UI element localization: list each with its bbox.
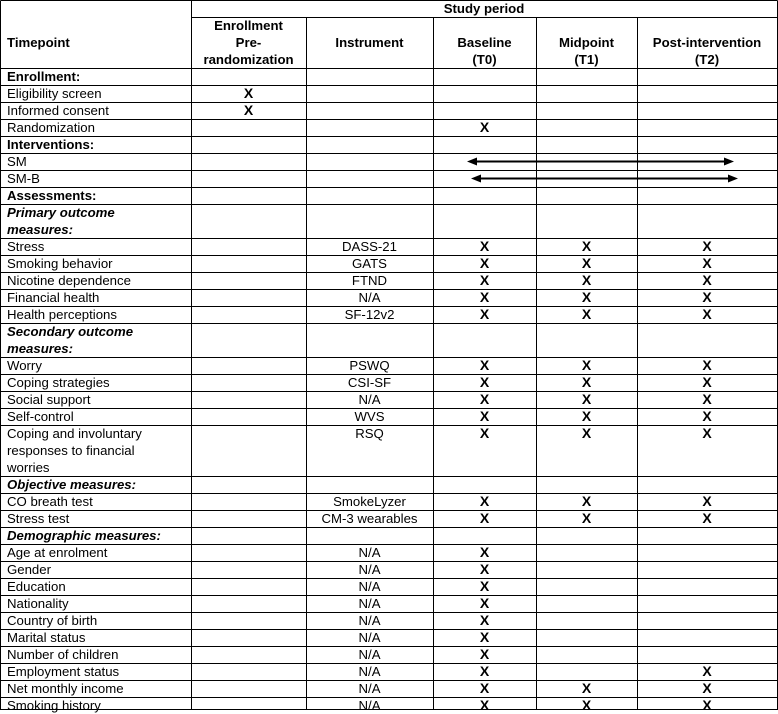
- row-label: CO breath test: [7, 494, 93, 509]
- row-label: Stress: [7, 239, 45, 254]
- row-label: Worry: [7, 358, 42, 373]
- post-intervention-cell: X: [702, 510, 712, 526]
- midpoint-cell: X: [581, 391, 592, 407]
- baseline-cell: X: [479, 357, 490, 373]
- baseline-cell: X: [479, 561, 490, 577]
- midpoint-cell: X: [581, 289, 592, 305]
- instrument-cell: GATS: [352, 256, 387, 271]
- row-label: Age at enrolment: [7, 545, 108, 560]
- post-intervention-cell: X: [702, 425, 712, 441]
- baseline-cell: X: [479, 646, 490, 662]
- row-label: Net monthly income: [7, 681, 124, 696]
- row-label: Primary outcome measures:: [7, 205, 115, 237]
- row-label: Financial health: [7, 290, 100, 305]
- row-label: Health perceptions: [7, 307, 117, 322]
- midpoint-cell: X: [581, 272, 592, 288]
- baseline-cell: X: [479, 391, 490, 407]
- intervention-arrow: [467, 158, 734, 166]
- baseline-cell: X: [479, 289, 490, 305]
- pre-randomization-cell: X: [243, 85, 254, 101]
- post-intervention-cell: X: [702, 663, 712, 679]
- midpoint-cell: X: [581, 408, 592, 424]
- post-intervention-cell: X: [702, 255, 712, 271]
- instrument-cell: N/A: [358, 392, 381, 407]
- baseline-header: Baseline (T0): [457, 35, 512, 67]
- instrument-cell: N/A: [358, 698, 381, 713]
- row-label: Nationality: [7, 596, 69, 611]
- row-label: SM-B: [7, 171, 40, 186]
- midpoint-cell: X: [581, 255, 592, 271]
- baseline-cell: X: [479, 374, 490, 390]
- timepoint-header: Timepoint: [7, 35, 70, 50]
- row-label: Number of children: [7, 647, 119, 662]
- midpoint-cell: X: [581, 306, 592, 322]
- row-label: Secondary outcome measures:: [7, 324, 134, 356]
- row-label: SM: [7, 154, 27, 169]
- row-label: Self-control: [7, 409, 74, 424]
- row-label: Employment status: [7, 664, 120, 679]
- instrument-cell: N/A: [358, 596, 381, 611]
- midpoint-cell: X: [581, 357, 592, 373]
- row-label: Education: [7, 579, 66, 594]
- enrollment-group-header: Enrollment: [214, 18, 283, 33]
- instrument-cell: SmokeLyzer: [333, 494, 406, 509]
- baseline-cell: X: [479, 408, 490, 424]
- baseline-cell: X: [479, 238, 490, 254]
- post-intervention-cell: X: [702, 391, 712, 407]
- pre-randomization-cell: X: [243, 102, 254, 118]
- post-intervention-cell: X: [702, 408, 712, 424]
- instrument-cell: N/A: [358, 290, 381, 305]
- post-intervention-cell: X: [702, 697, 712, 713]
- post-intervention-cell: X: [702, 306, 712, 322]
- midpoint-cell: X: [581, 493, 592, 509]
- baseline-cell: X: [479, 493, 490, 509]
- row-label: Assessments:: [7, 188, 97, 203]
- instrument-header: Instrument: [335, 35, 404, 50]
- instrument-cell: CM-3 wearables: [321, 511, 418, 526]
- row-label: Country of birth: [7, 613, 98, 628]
- post-intervention-cell: X: [702, 272, 712, 288]
- row-label: Coping and involuntary responses to financial worries: [7, 426, 142, 475]
- study-period-header: Study period: [443, 1, 525, 16]
- row-label: Informed consent: [7, 103, 109, 118]
- row-label: Demographic measures:: [7, 528, 161, 543]
- post-intervention-header: Post-intervention (T2): [652, 35, 762, 67]
- row-label: Objective measures:: [7, 477, 137, 492]
- midpoint-cell: X: [581, 238, 592, 254]
- baseline-cell: X: [479, 544, 490, 560]
- baseline-cell: X: [479, 255, 490, 271]
- row-label: Eligibility screen: [7, 86, 102, 101]
- baseline-cell: X: [479, 425, 490, 441]
- row-label: Gender: [7, 562, 51, 577]
- instrument-cell: N/A: [358, 545, 381, 560]
- row-label: Social support: [7, 392, 91, 407]
- row-label: Randomization: [7, 120, 95, 135]
- instrument-cell: N/A: [358, 562, 381, 577]
- midpoint-header: Midpoint (T1): [559, 35, 614, 67]
- post-intervention-cell: X: [702, 357, 712, 373]
- intervention-arrow: [471, 175, 738, 183]
- baseline-cell: X: [479, 510, 490, 526]
- midpoint-cell: X: [581, 680, 592, 696]
- midpoint-cell: X: [581, 425, 592, 441]
- baseline-cell: X: [479, 595, 490, 611]
- instrument-cell: PSWQ: [349, 358, 390, 373]
- baseline-cell: X: [479, 578, 490, 594]
- midpoint-cell: X: [581, 697, 592, 713]
- instrument-cell: DASS-21: [342, 239, 397, 254]
- instrument-cell: N/A: [358, 579, 381, 594]
- post-intervention-cell: X: [702, 680, 712, 696]
- baseline-cell: X: [479, 663, 490, 679]
- row-label: Stress test: [7, 511, 70, 526]
- post-intervention-cell: X: [702, 238, 712, 254]
- instrument-cell: CSI-SF: [347, 375, 392, 390]
- row-label: Coping strategies: [7, 375, 110, 390]
- instrument-cell: SF-12v2: [344, 307, 395, 322]
- instrument-cell: N/A: [358, 630, 381, 645]
- instrument-cell: N/A: [358, 664, 381, 679]
- row-label: Nicotine dependence: [7, 273, 131, 288]
- midpoint-cell: X: [581, 510, 592, 526]
- instrument-cell: WVS: [354, 409, 385, 424]
- instrument-cell: FTND: [351, 273, 388, 288]
- baseline-cell: X: [479, 306, 490, 322]
- instrument-cell: N/A: [358, 681, 381, 696]
- instrument-cell: N/A: [358, 613, 381, 628]
- row-label: Interventions:: [7, 137, 95, 152]
- baseline-cell: X: [479, 119, 490, 135]
- instrument-cell: RSQ: [355, 426, 384, 441]
- baseline-cell: X: [479, 697, 490, 713]
- row-label: Smoking behavior: [7, 256, 113, 271]
- baseline-cell: X: [479, 629, 490, 645]
- row-label: Enrollment:: [7, 69, 81, 84]
- instrument-cell: N/A: [358, 647, 381, 662]
- midpoint-cell: X: [581, 374, 592, 390]
- baseline-cell: X: [479, 680, 490, 696]
- pre-randomization-header: Pre- randomization: [203, 35, 294, 67]
- row-label: Smoking history: [7, 698, 101, 713]
- post-intervention-cell: X: [702, 289, 712, 305]
- baseline-cell: X: [479, 612, 490, 628]
- row-label: Marital status: [7, 630, 86, 645]
- post-intervention-cell: X: [702, 374, 712, 390]
- baseline-cell: X: [479, 272, 490, 288]
- post-intervention-cell: X: [702, 493, 712, 509]
